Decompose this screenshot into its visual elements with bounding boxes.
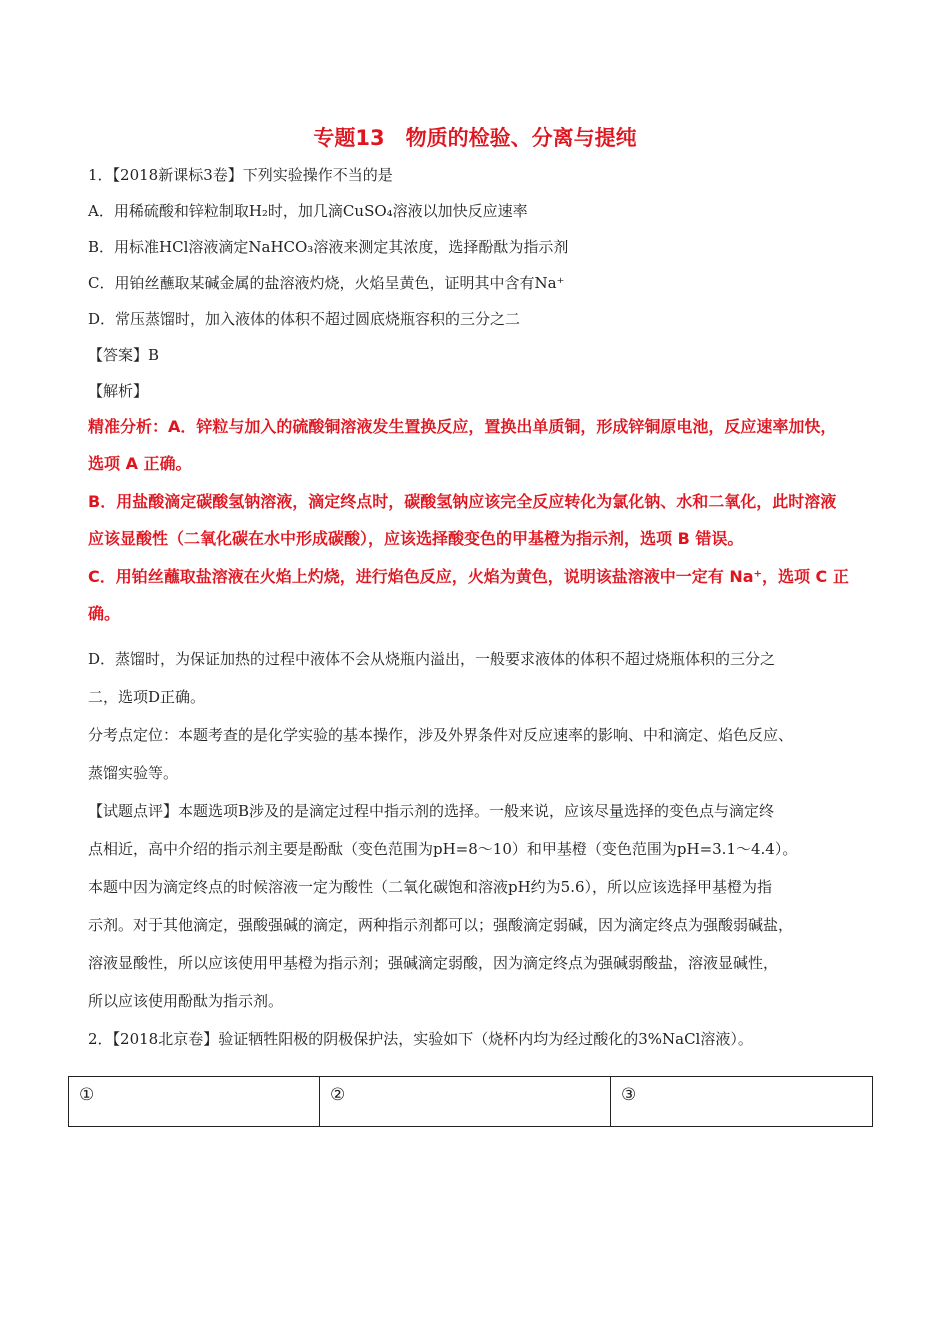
analysis-a-line-2: 选项 A 正确。 bbox=[88, 454, 192, 473]
analysis-c-line-1: C．用铂丝蘸取盐溶液在火焰上灼烧，进行焰色反应，火焰为黄色，说明该盐溶液中一定有 Na⁺，选项 C 正 bbox=[88, 567, 849, 586]
option-d: D．常压蒸馏时，加入液体的体积不超过圆底烧瓶容积的三分之二 bbox=[88, 310, 521, 328]
comment-line-4: 示剂。对于其他滴定，强酸强碱的滴定，两种指示剂都可以；强酸滴定弱碱，因为滴定终点为强酸弱碱盐， bbox=[88, 916, 794, 934]
knowledge-point-line-2: 蒸馏实验等。 bbox=[88, 764, 179, 782]
analysis-label: 【解析】 bbox=[88, 382, 149, 400]
analysis-b-line-1: B．用盐酸滴定碳酸氢钠溶液，滴定终点时，碳酸氢钠应该完全反应转化为氯化钠、水和二氧化，此时溶液 bbox=[88, 492, 837, 511]
knowledge-point-line-1: 分考点定位：本题考查的是化学实验的基本操作，涉及外界条件对反应速率的影响、中和滴定、焰色反应、 bbox=[88, 726, 794, 744]
page-title: 专题13 物质的检验、分离与提纯 bbox=[313, 126, 637, 150]
table-cell-3: ③ bbox=[611, 1077, 873, 1127]
table-cell-2: ② bbox=[320, 1077, 611, 1127]
option-a: A．用稀硫酸和锌粒制取H₂时，加几滴CuSO₄溶液以加快反应速率 bbox=[88, 202, 528, 220]
option-c: C．用铂丝蘸取某碱金属的盐溶液灼烧，火焰呈黄色，证明其中含有Na⁺ bbox=[88, 274, 565, 292]
answer: 【答案】B bbox=[88, 346, 160, 364]
option-b: B．用标准HCl溶液滴定NaHCO₃溶液来测定其浓度，选择酚酞为指示剂 bbox=[88, 238, 569, 256]
comment-line-3: 本题中因为滴定终点的时候溶液一定为酸性（二氧化碳饱和溶液pH约为5.6），所以应该选择甲基橙为指 bbox=[88, 878, 773, 896]
analysis-c-line-2: 确。 bbox=[88, 604, 121, 623]
analysis-d-line-1: D．蒸馏时，为保证加热的过程中液体不会从烧瓶内溢出，一般要求液体的体积不超过烧瓶体积的三分之 bbox=[88, 650, 776, 668]
comment-line-2: 点相近，高中介绍的指示剂主要是酚酞（变色范围为pH=8～10）和甲基橙（变色范围为pH=3.1～4.4）。 bbox=[88, 840, 798, 858]
table-cell-1: ① bbox=[69, 1077, 320, 1127]
comment-line-1: 【试题点评】本题选项B涉及的是滴定过程中指示剂的选择。一般来说，应该尽量选择的变色点与滴定终 bbox=[88, 802, 775, 820]
analysis-d-line-2: 二，选项D正确。 bbox=[88, 688, 206, 706]
question-1-stem: 1．【2018新课标3卷】下列实验操作不当的是 bbox=[88, 166, 393, 184]
comment-line-5: 溶液显酸性，所以应该使用甲基橙为指示剂；强碱滴定弱酸，因为滴定终点为强碱弱酸盐，溶液显碱性， bbox=[88, 954, 779, 972]
analysis-b-line-2: 应该显酸性（二氧化碳在水中形成碳酸），应该选择酸变色的甲基橙为指示剂，选项 B 错误。 bbox=[88, 529, 744, 548]
question-2-stem: 2．【2018北京卷】验证牺牲阳极的阴极保护法，实验如下（烧杯内均为经过酸化的3%NaCl溶液）。 bbox=[88, 1030, 753, 1048]
experiment-table bbox=[68, 1076, 873, 1127]
analysis-a-line-1: 精准分析：A．锌粒与加入的硫酸铜溶液发生置换反应，置换出单质铜，形成锌铜原电池，反应速率加快， bbox=[88, 417, 837, 436]
table-row bbox=[69, 1077, 873, 1127]
comment-line-6: 所以应该使用酚酞为指示剂。 bbox=[88, 992, 284, 1010]
